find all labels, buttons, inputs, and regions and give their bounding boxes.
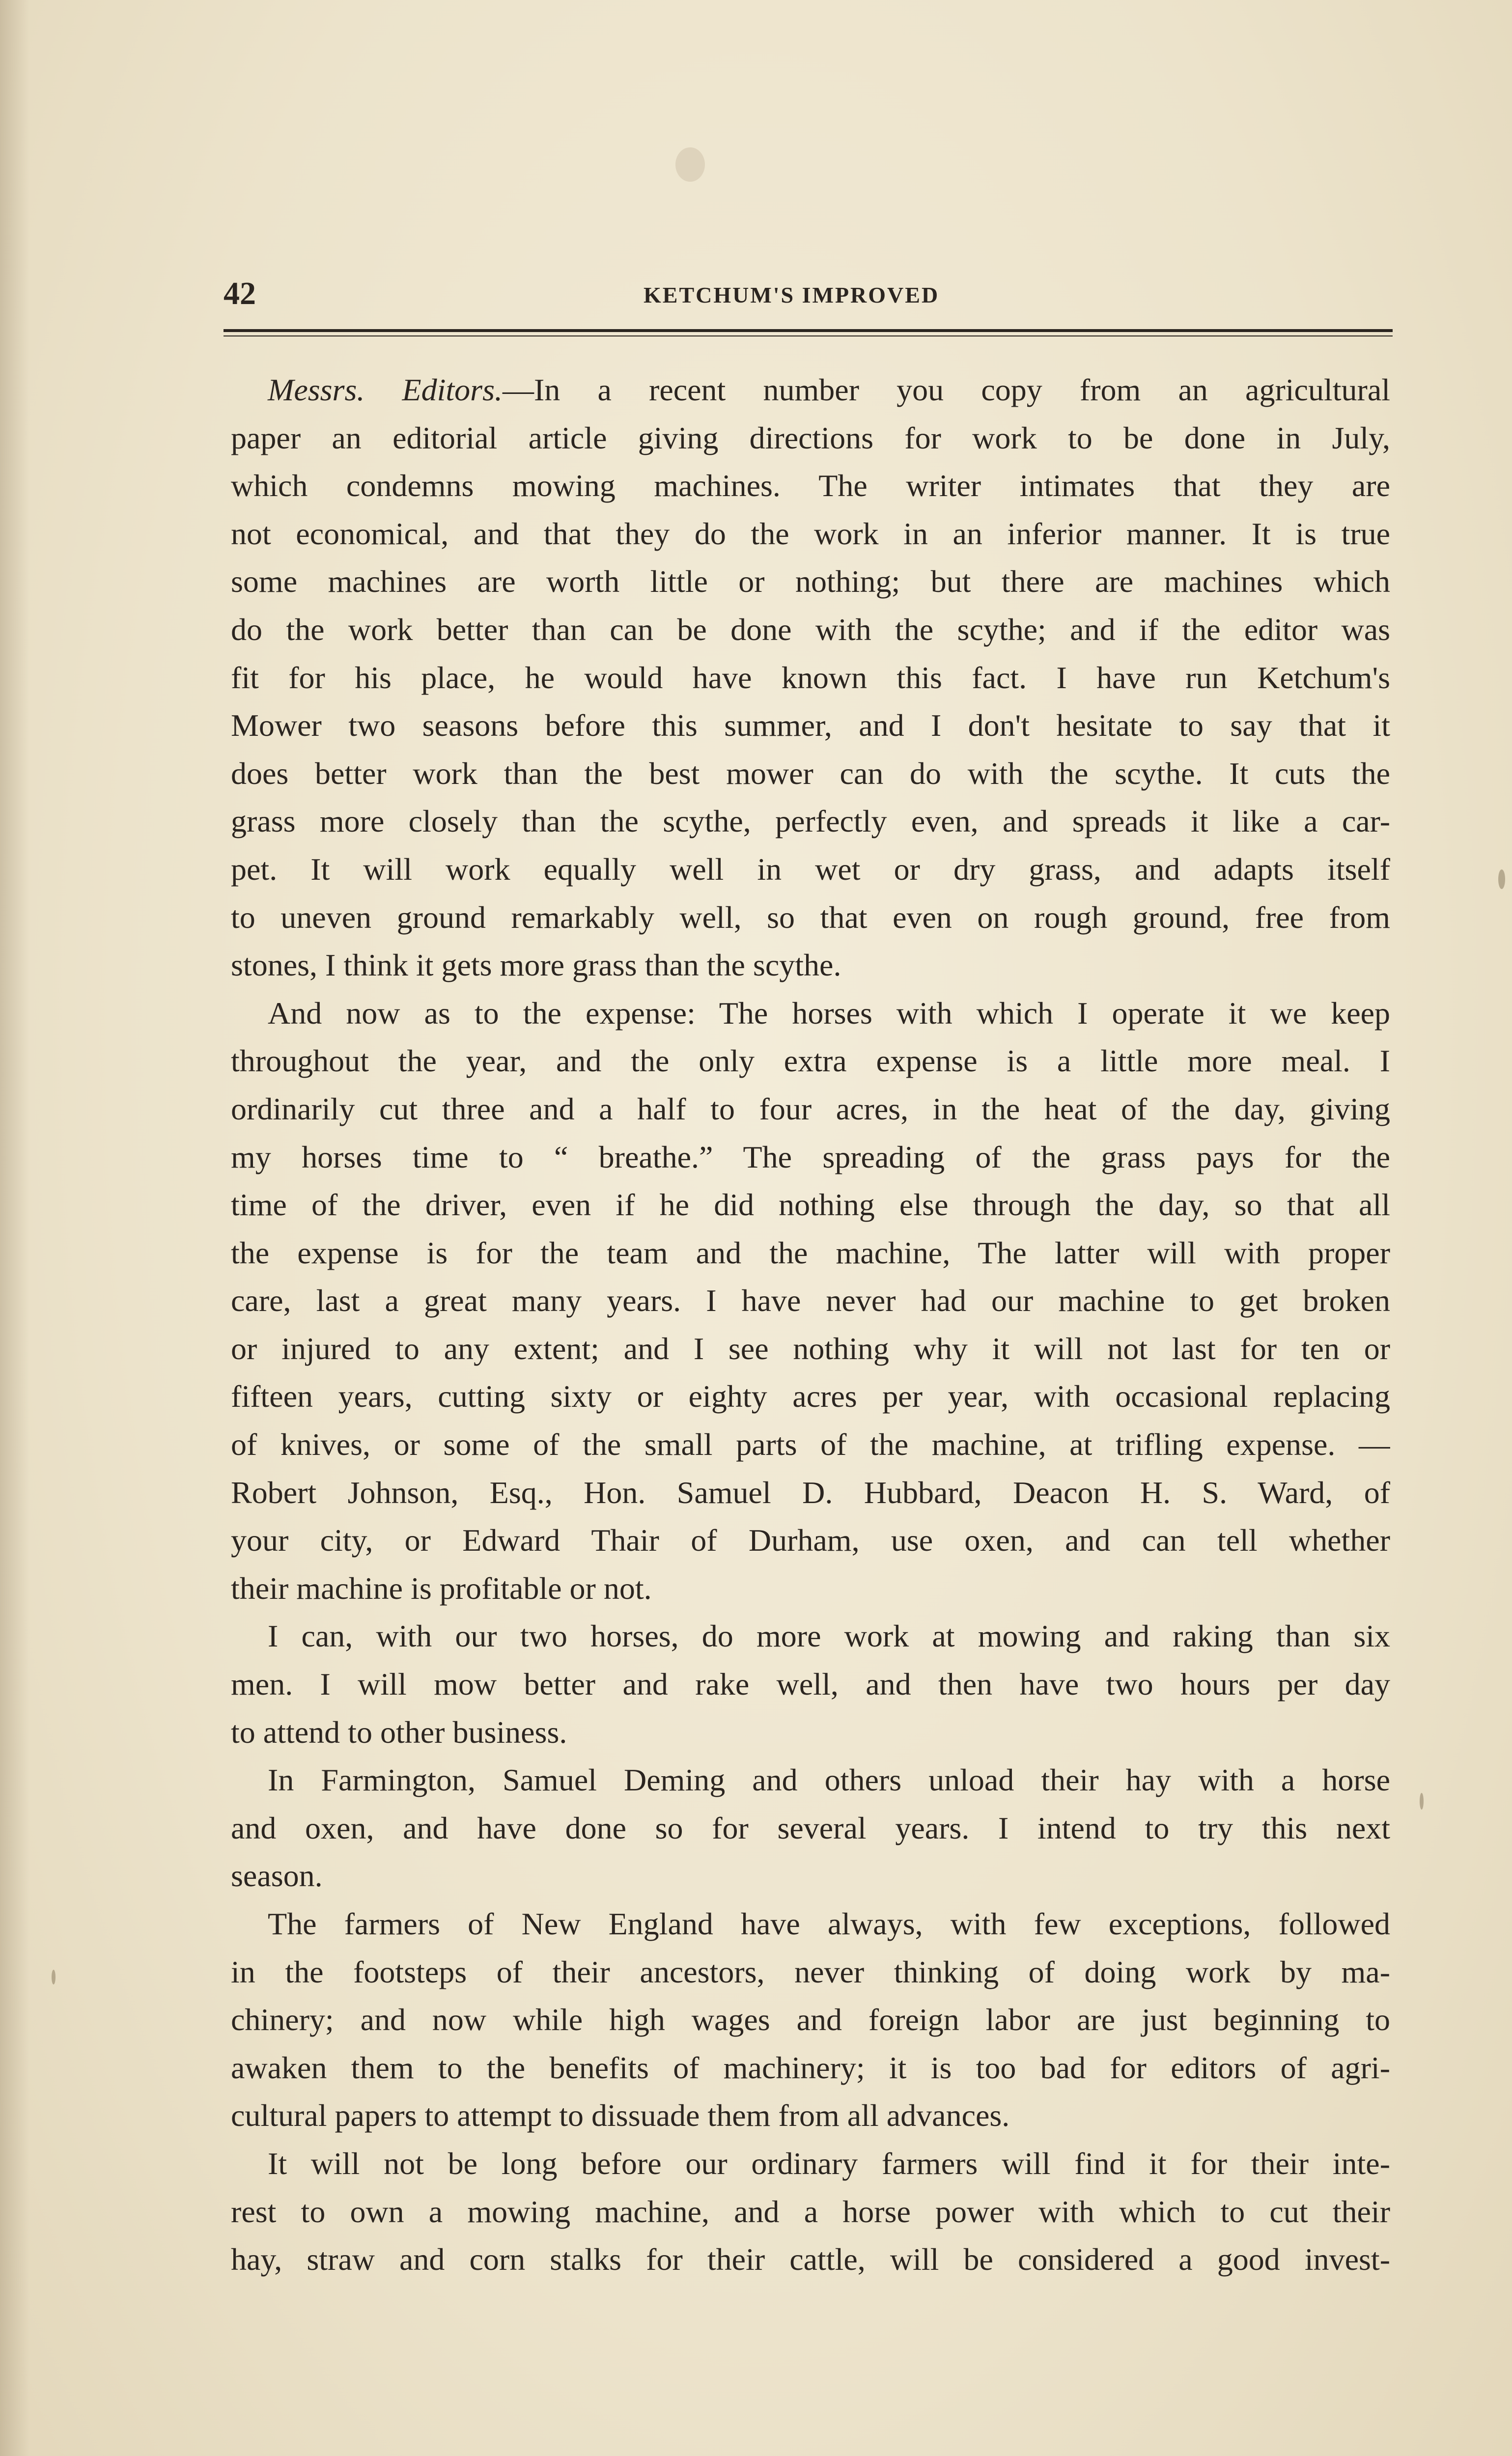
text-line: chinery; and now while high wages and foreign labor are just beginning to [231,2002,1390,2037]
salutation: Messrs. Editors. [268,372,503,407]
text-line: do the work better than can be done with the scythe; and if the editor was [231,612,1390,647]
text-line: I can, with our two horses, do more work at mowing and raking than six [268,1619,1390,1654]
text-line: rest to own a mowing machine, and a horse power with which to cut their [231,2194,1390,2229]
text-line: paper an editorial article giving directions for work to be done in July, [231,420,1390,455]
text-line: season. [231,1858,323,1894]
page-header [224,275,1393,324]
text-line: In Farmington, Samuel Deming and others unload their hay with a horse [268,1762,1390,1798]
text-line: stones, I think it gets more grass than the scythe. [231,948,841,983]
text-line: your city, or Edward Thair of Durham, use oxen, and can tell whether [231,1523,1390,1558]
text-line: which condemns mowing machines. The writer intimates that they are [231,468,1390,503]
text-line: awaken them to the benefits of machinery; it is too bad for editors of agri- [231,2050,1390,2085]
text-line: It will not be long before our ordinary farmers will find it for their inte- [268,2146,1390,2181]
text-line: to uneven ground remarkably well, so that even on rough ground, free from [231,899,1390,935]
text-line: to attend to other business. [231,1714,567,1750]
text-line: of knives, or some of the small parts of the machine, at trifling expense. — [231,1427,1390,1462]
header-rule-thin [224,335,1393,336]
text-line: cultural papers to attempt to dissuade them from all advances. [231,2098,1010,2133]
text-line: my horses time to “ breathe.” The spreading of the grass pays for the [231,1139,1390,1174]
text-line: fifteen years, cutting sixty or eighty acres per year, with occasional replacing [231,1379,1390,1414]
text-line: fit for his place, he would have known this fact. I have run Ketchum's [231,660,1390,695]
text-line: The farmers of New England have always, with few exceptions, followed [268,1906,1390,1941]
text-line: pet. It will work equally well in wet or dry grass, and adapts itself [231,851,1390,887]
paper-blemish [1498,869,1505,889]
text-line [231,366,1390,414]
text-line: throughout the year, and the only extra expense is a little more meal. I [231,1043,1390,1079]
spine-shadow [0,0,29,2456]
paper-blemish [1420,1793,1424,1810]
text-line: Mower two seasons before this summer, and I don't hesitate to say that it [231,708,1390,743]
line-text: —In a recent number you copy from an agricultural [502,372,1390,407]
running-head: KETCHUM'S IMPROVED [644,282,940,307]
text-line: the expense is for the team and the machine, The latter will with proper [231,1235,1390,1270]
text-line: Robert Johnson, Esq., Hon. Samuel D. Hubbard, Deacon H. S. Ward, of [231,1475,1390,1510]
text-line: hay, straw and corn stalks for their cattle, will be considered a good invest- [231,2242,1390,2277]
body-text [231,366,1390,2284]
text-line: in the footsteps of their ancestors, never thinking of doing work by ma- [231,1954,1390,1989]
text-line: care, last a great many years. I have never had our machine to get broken [231,1283,1390,1318]
text-line: And now as to the expense: The horses with which I operate it we keep [268,995,1390,1031]
text-line: grass more closely than the scythe, perfectly even, and spreads it like a car- [231,804,1390,839]
text-line: men. I will mow better and rake well, and then have two hours per day [231,1667,1390,1702]
page-number: 42 [224,276,256,311]
text-line: does better work than the best mower can do with the scythe. It cuts the [231,755,1390,791]
text-line: some machines are worth little or nothing; but there are machines which [231,564,1390,599]
text-line: and oxen, and have done so for several years. I intend to try this next [231,1810,1390,1845]
text-line: time of the driver, even if he did nothing else through the day, so that all [231,1187,1390,1223]
paper-blemish [675,147,705,182]
paper-blemish [52,1970,56,1984]
text-line: not economical, and that they do the work in an inferior manner. It is true [231,516,1390,551]
text-line: ordinarily cut three and a half to four acres, in the heat of the day, giving [231,1091,1390,1126]
text-line: their machine is profitable or not. [231,1570,652,1606]
header-rule-thick [224,329,1393,332]
text-line: or injured to any extent; and I see nothing why it will not last for ten or [231,1331,1390,1366]
